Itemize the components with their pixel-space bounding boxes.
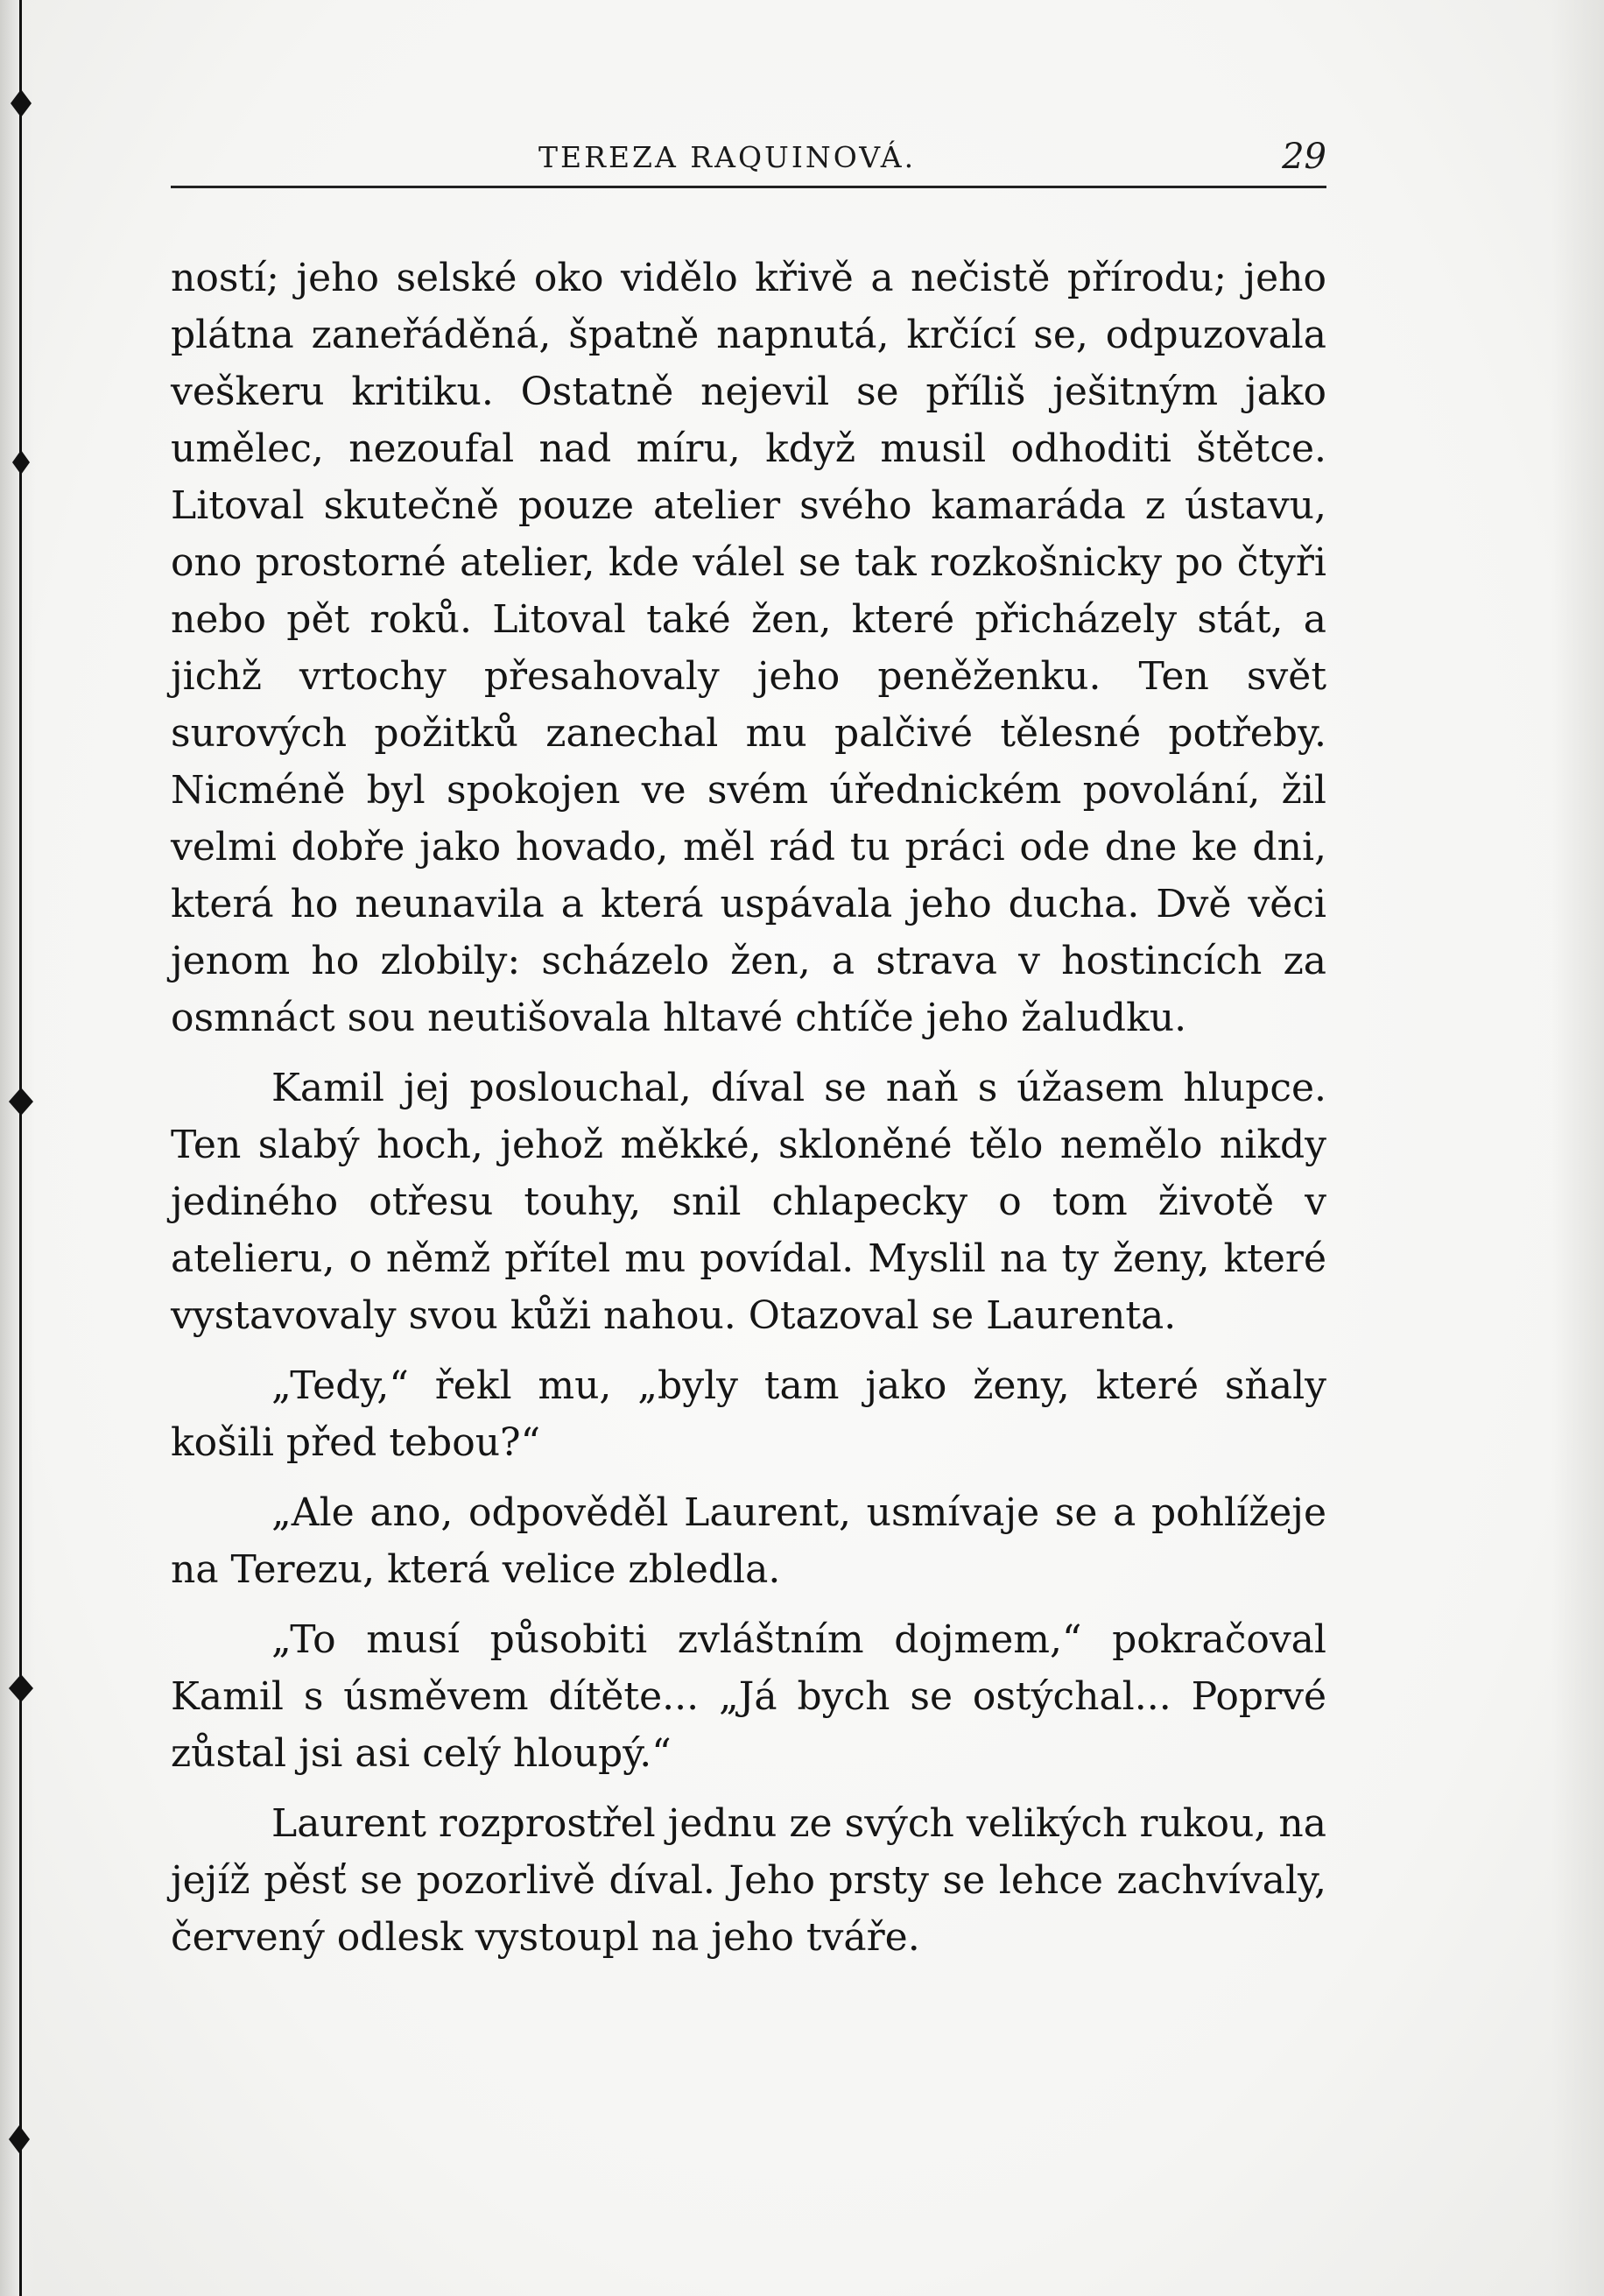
paragraph: ností; jeho selské oko vidělo křivě a nečistě přírodu; jeho plátna zaneřáděná, špatně napnutá, krčící se, odpuzovala veškeru kritiku. Ostatně nejevil se příliš ješitným jako umělec, nezoufal nad míru, když musil odhoditi štětce. Litoval skutečně pouze atelier svého kamaráda z ústavu, ono prostorné atelier, kde válel se tak rozkošnicky po čtyři nebo pět roků. Litoval také žen, které přicházely stát, a jichž vrtochy přesahovaly jeho peněženku. Ten svět surových požitků zanechal mu palčivé tělesné potřeby. Nicméně byl spokojen ve svém úřednickém povolání, žil velmi dobře jako hovado, měl rád tu práci ode dne ke dni, která ho neunavila a která uspávala jeho ducha. Dvě věci jenom ho zlobily: scházelo žen, a strava v hostincích za osmnáct sou neutišovala hltavé chtíče jeho žaludku. <box>171 256 1326 1040</box>
binding-line <box>19 0 22 2296</box>
paragraph: „Ale ano, odpověděl Laurent, usmívaje se a pohlížeje na Terezu, která velice zbledla. <box>171 1490 1326 1592</box>
paragraph: „Tedy,“ řekl mu, „byly tam jako ženy, které sňaly košili před tebou?“ <box>171 1363 1326 1465</box>
page-edge-shadow <box>1551 0 1604 2296</box>
binding-diamond-icon <box>5 88 37 119</box>
running-title: TEREZA RAQUINOVÁ. <box>538 140 917 174</box>
paragraph: Laurent rozprostřel jednu ze svých velikých rukou, na jejíž pěsť se pozorlivě díval. Jeho prsty se lehce zachvívaly, červený odlesk vystoupl na jeho tváře. <box>171 1801 1326 1960</box>
binding-diamond-icon <box>5 447 37 478</box>
paragraph: „To musí působiti zvláštním dojmem,“ pokračoval Kamil s úsměvem dítěte... „Já bych se ostýchal... Poprvé zůstal jsi asi celý hloupý.“ <box>171 1617 1326 1776</box>
binding-diamond-icon <box>4 2123 35 2155</box>
binding-diamond-icon <box>5 1086 37 1117</box>
running-header <box>171 131 1326 188</box>
binding-edge <box>0 0 35 2296</box>
binding-diamond-icon <box>5 1673 37 1704</box>
body-text <box>171 250 1326 1979</box>
paragraph: Kamil jej poslouchal, díval se naň s úžasem hlupce. Ten slabý hoch, jehož měkké, skloněné tělo nemělo nikdy jediného otřesu touhy, snil chlapecky o tom životě v atelieru, o němž přítel mu povídal. Myslil na ty ženy, které vystavovaly svou kůži nahou. Otazoval se Laurenta. <box>171 1066 1326 1338</box>
page-number: 29 <box>1282 137 1326 177</box>
